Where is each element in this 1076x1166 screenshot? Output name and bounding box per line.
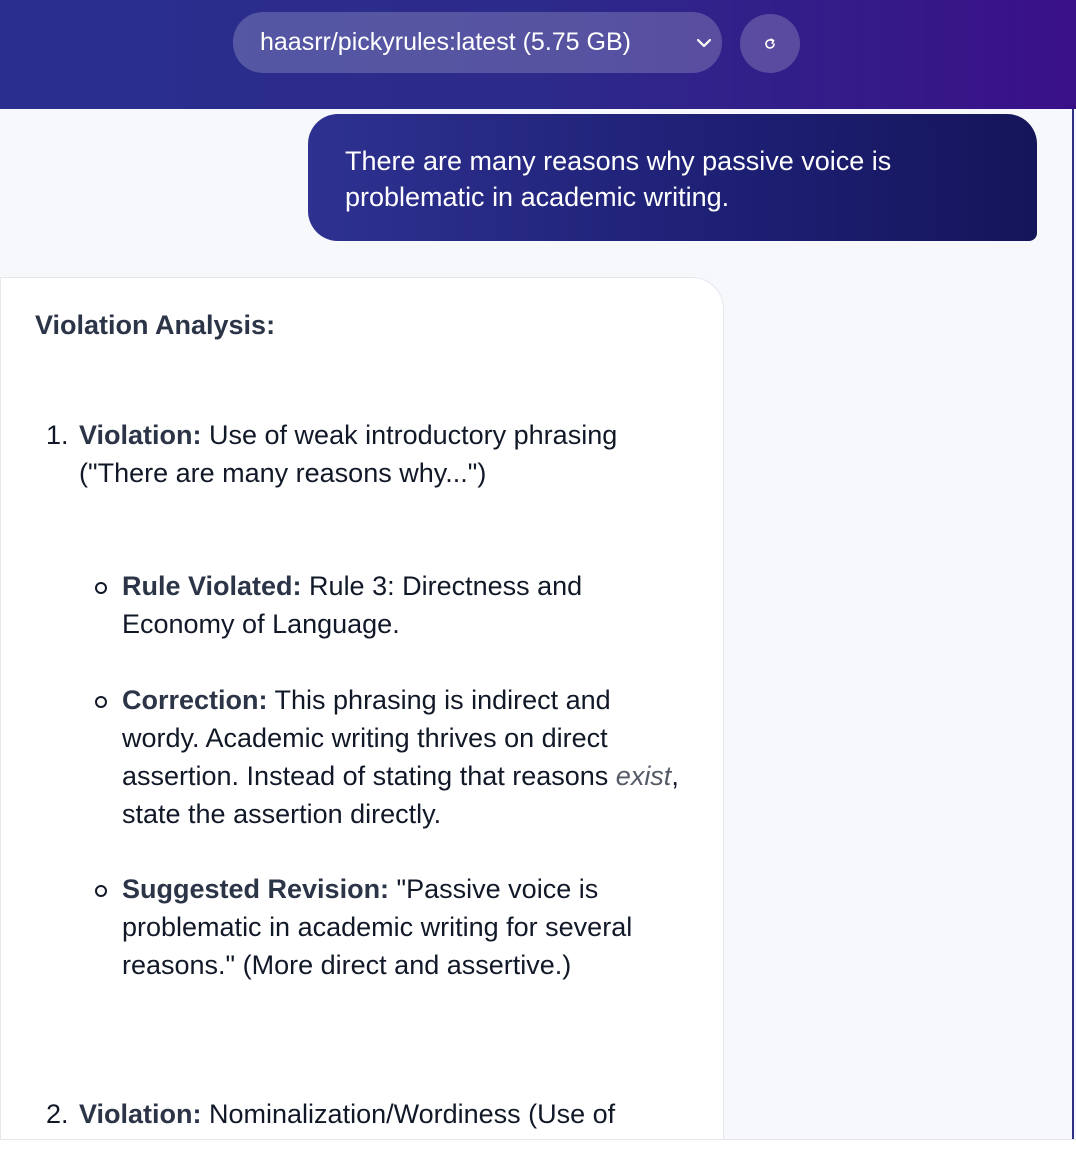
- model-select[interactable]: [233, 12, 722, 73]
- chevron-down-icon: [692, 31, 716, 55]
- chat-edge-divider: [1072, 109, 1074, 1140]
- suggested-revision-item: [93, 870, 693, 984]
- header-bar: [0, 0, 1076, 109]
- bullet-icon: [95, 696, 107, 708]
- violation-content: [79, 416, 706, 492]
- user-message-bubble: [308, 114, 1037, 241]
- correction-text: This phrasing is indirect and wordy. Academic writing thrives on direct assertion. Instead of stating that reasons: [122, 685, 616, 791]
- rule-violated-content: [122, 567, 693, 643]
- correction-content: [122, 681, 693, 833]
- violation-item-2: [46, 1095, 706, 1133]
- violation-content: [79, 1095, 706, 1133]
- refresh-button[interactable]: [740, 14, 800, 73]
- bullet-icon: [95, 885, 107, 897]
- analysis-heading: Violation Analysis:: [35, 310, 276, 340]
- user-message-text: There are many reasons why passive voice is problematic in academic writing.: [345, 146, 892, 212]
- rule-violated-text: Rule 3: Directness and Economy of Language.: [122, 571, 583, 639]
- rule-violated-item: [93, 567, 693, 643]
- suggested-revision-text: "Passive voice is problematic in academic writing for several reasons." (More direct and assertive.): [122, 874, 633, 980]
- model-select-label: haasrr/pickyrules:latest (5.75 GB): [260, 28, 631, 56]
- violation-item-1: [46, 416, 706, 492]
- input-area-edge: [0, 1139, 1076, 1166]
- correction-emphasis: exist: [615, 761, 672, 791]
- suggested-revision-content: [122, 870, 693, 984]
- refresh-icon: [763, 37, 777, 51]
- rule-violated-label: Rule Violated:: [122, 571, 302, 601]
- correction-item: [93, 681, 693, 833]
- violation-label: Violation:: [79, 1099, 202, 1129]
- correction-label: Correction:: [122, 685, 268, 715]
- violation-label: Violation:: [79, 420, 202, 450]
- violation-number: 1.: [46, 420, 69, 450]
- violation-text: Use of weak introductory phrasing ("There are many reasons why..."): [79, 420, 618, 488]
- correction-text-end: , state the assertion directly.: [122, 761, 679, 829]
- bullet-icon: [95, 582, 107, 594]
- suggested-revision-label: Suggested Revision:: [122, 874, 390, 904]
- assistant-message-bubble: [0, 277, 724, 1166]
- violation-number: 2.: [46, 1099, 69, 1129]
- violation-text: Nominalization/Wordiness (Use of: [201, 1099, 616, 1129]
